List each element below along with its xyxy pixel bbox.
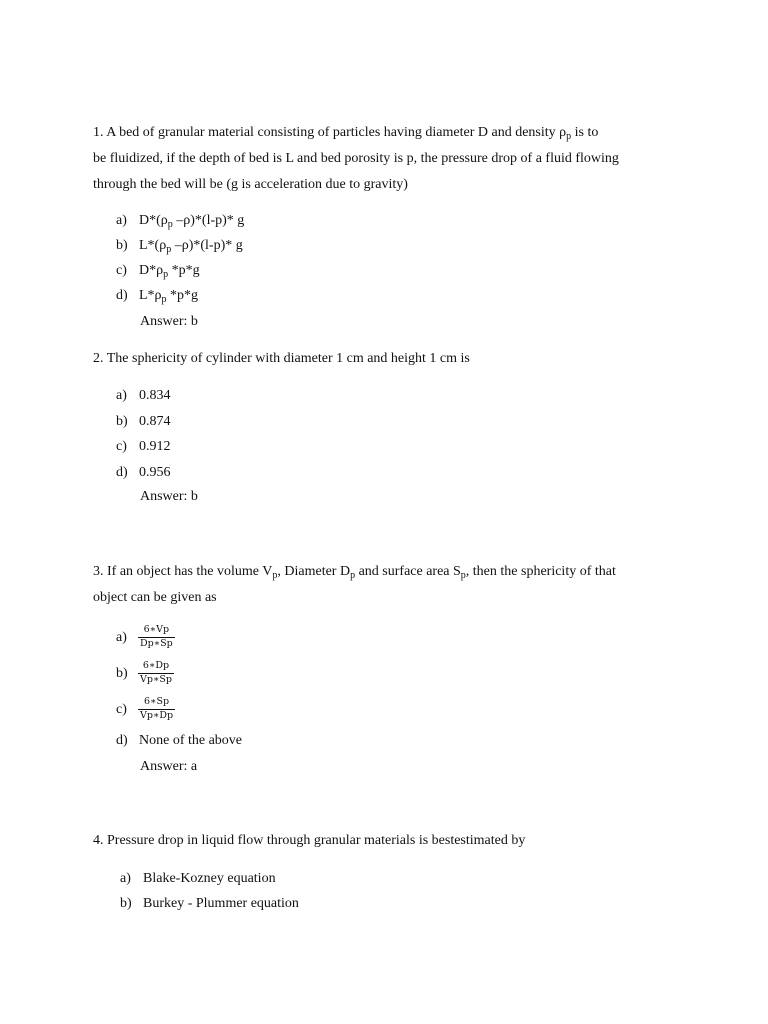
q3-option-c-letter: c) [116,702,127,717]
q1-option-c-text: $D*\rho_p$ *p*g [139,263,200,280]
q4-option-a-letter: a) [120,871,131,886]
q1-option-b-text: $L*(\rho_p$ –ρ)*(l-p)* g [139,238,243,255]
q1-option-d-letter: d) [116,288,128,303]
q3-option-b-fraction [138,660,174,686]
q3-option-b-letter: b) [116,666,128,681]
q3-option-d-letter: d) [116,733,128,748]
q2-option-d-text: 0.956 [139,465,171,480]
q3-answer: Answer: a [140,759,198,774]
q3-option-c-fraction [138,696,175,722]
question-1-line-3: through the bed will be (g is acceleration due to gravity) [93,177,408,192]
q2-answer: Answer: b [140,489,198,504]
question-2-line-1: 2. The sphericity of cylinder with diameter 1 cm and height 1 cm is [93,351,470,366]
q2-option-a-letter: a) [116,388,127,403]
q4-option-b-letter: b) [120,896,132,911]
q1-option-c-letter: c) [116,263,127,278]
q3-option-d-text: None of the above [139,733,243,748]
fraction-denominator: Vp∗Sp [140,674,172,685]
fraction-numerator: 6∗Sp [144,696,170,707]
q3-option-a-fraction [138,624,175,650]
q4-option-b-text: Burkey - Plummer equation [143,896,299,911]
q2-option-a-text: 0.834 [139,388,171,403]
q1-option-d-text: $L*\rho_p$ *p*g [139,288,199,305]
fraction-denominator: Vp∗Dp [140,710,174,721]
fraction-numerator: 6∗Vp [143,624,170,635]
question-3-line-1: 3. If an object has the volume $V_p$, Diameter $D_p$ and surface area $S_p$, then the sphericity of that [93,564,616,581]
q1-option-a-letter: a) [116,213,127,228]
fraction-numerator: 6∗Dp [142,660,170,671]
question-4-line-1: 4. Pressure drop in liquid flow through granular materials is bestestimated by [93,833,526,848]
q2-option-c-text: 0.912 [139,439,171,454]
q2-option-b-letter: b) [116,414,128,429]
q2-option-b-text: 0.874 [139,414,171,429]
q2-option-c-letter: c) [116,439,127,454]
fraction-denominator: Dp∗Sp [140,638,173,649]
question-1-line-2: be fluidized, if the depth of bed is L and bed porosity is p, the pressure drop of a fluid flowing [93,151,619,166]
q1-option-b-letter: b) [116,238,128,253]
question-3-line-2: object can be given as [93,590,217,605]
q4-option-a-text: Blake-Kozney equation [143,871,276,886]
q1-option-a-text: $D*(\rho_p$ –ρ)*(l-p)* g [139,213,245,230]
q1-answer: Answer: b [140,314,198,329]
question-1-line-1: 1. A bed of granular material consisting of particles having diameter D and density $\rho_p$ is to [93,125,599,142]
q2-option-d-letter: d) [116,465,128,480]
q3-option-a-letter: a) [116,630,127,645]
